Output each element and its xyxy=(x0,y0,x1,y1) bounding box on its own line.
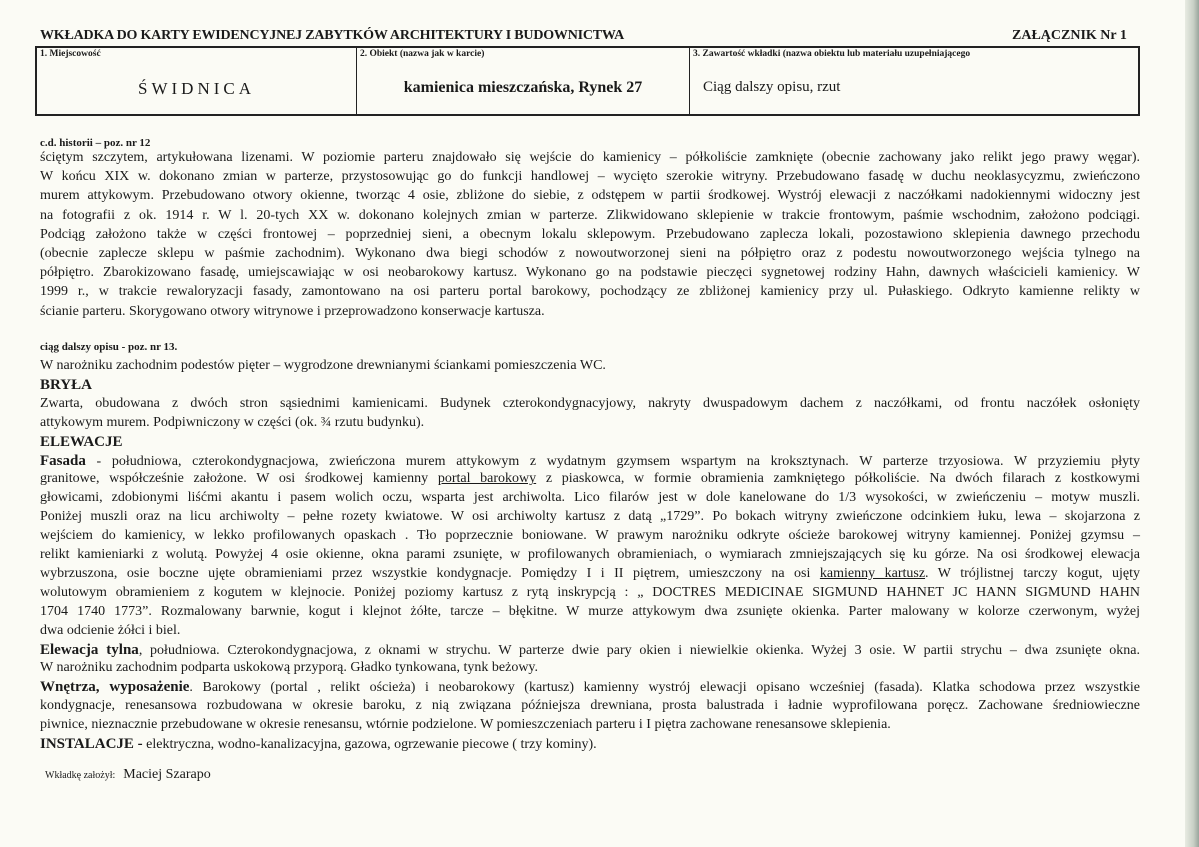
text-line xyxy=(40,303,1140,321)
text-run: wybrzuszona, osie boczne ujęte obramieniami przez wszystkie kondygnacje. Pomiędzy I i II piętrem, umieszczony na osi xyxy=(40,565,820,581)
bold-term: Elewacja tylna xyxy=(40,641,139,658)
text-run: Zwarta, obudowana z dwóch stron sąsiednimi kamienicami. Budynek czterokondygnacyjowy, nakryty dwuspadowym dachem z naczółkami, od frontu naczółek osłonięty xyxy=(40,395,1140,411)
field-value: kamienica mieszczańska, Rynek 27 xyxy=(403,79,643,96)
text-run: dwa odcienie żółci i biel. xyxy=(40,622,181,638)
text-line xyxy=(40,207,1140,225)
text-run: , południowa. Czterokondygnacjowa, z oknami w strychu. W parterze dwie pary okien i niewielkie okienka. Wyżej 3 osie. W partii strychu – dwa zsunięte okna. xyxy=(138,642,1140,658)
text-run: wolutowym obramieniem z kogutem w klejnocie. Poniżej poziomy kartusz z rytą inskrypcją : „ DOCTRES MEDICINAE SIGMUND HAHNET JC HANN SIGMUND HAHN xyxy=(40,584,1140,600)
field-value: Ciąg dalszy opisu, rzut xyxy=(703,79,841,95)
bold-term: Fasada xyxy=(40,452,86,469)
text-run: ściętym szczytem, artykułowana lizenami. W poziomie parteru znajdowało się wejście do kamienicy – półkoliście zamknięte (obecnie zachowany jako relikt jego prawy węgar). xyxy=(40,150,1140,165)
text-run: ścianie parteru. Skorygowano otwory witrynowe i przeprowadzono konserwacje kartusza. xyxy=(40,303,545,319)
text-run: wejściem do kamienicy, w lekko profilowanych opaskach . Tło poprzecznie boniowane. W prawym narożniku odkryte ościeże barokowej witryny kamiennej. Poniżej gzymsu – xyxy=(40,528,1140,544)
field-locality xyxy=(37,48,357,114)
field-label: 3. Zawartość wkładki (nazwa obiektu lub materiału uzupełniającego xyxy=(693,49,971,59)
field-label: 2. Obiekt (nazwa jak w karcie) xyxy=(360,49,485,59)
text-line xyxy=(40,508,1140,526)
text-run: piwnice, nieznacznie przebudowane w okresie renesansu, wtórnie podzielone. W pomieszczeniach parteru i I piętra zachowane renesansowe sklepienia. xyxy=(40,717,891,733)
text-run: attykowym murem. Podpiwniczony w części (ok. ¾ rzutu budynku). xyxy=(40,414,425,430)
text-run: murem attykowym. Przebudowano otwory okienne, tworząc 4 osie, zbliżone do siebie, z odstępem w partii środkowej. Wystrój elewacji z naczółkami nadokiennymi widoczny jest xyxy=(40,188,1140,204)
text-run: Poniżej muszli oraz na licu archiwolty – pełne rozety kwiatowe. W osi archiwolty kartusz z datą „1729”. Po bokach witryny zwieńczone odcinkiem łuku, lewa – skojarzona z xyxy=(40,509,1140,525)
text-line xyxy=(40,678,1140,697)
text-run: głowicami, zdobionymi liśćmi akantu i pasem wolich oczu, wsparta jest archiwolta. Lico filarów jest w dole kanelowane do 1/3 wysokości, w zwieńczeniu – motyw muszli. xyxy=(40,490,1140,506)
field-label: 1. Miejscowość xyxy=(40,49,101,59)
text-line xyxy=(40,264,1140,282)
text-run: 1999 r., w trakcie rewaloryzacji fasady, zamontowano na osi parteru portal barokowy, pochodzący ze zbliżonej kamienicy przy ul. Pułaskiego. Odkryto kamienne relikty w xyxy=(40,284,1140,300)
text-line xyxy=(40,414,1140,432)
document-title: WKŁADKA DO KARTY EWIDENCYJNEJ ZABYTKÓW ARCHITEKTURY I BUDOWNICTWA xyxy=(40,28,625,43)
scan-edge xyxy=(1185,0,1199,847)
section-heading-history: c.d. historii – poz. nr 12 xyxy=(40,137,151,149)
text-line xyxy=(40,584,1140,602)
text-run: granitowe, współcześnie założone. W osi środkowej kamienny xyxy=(40,471,438,487)
header-fields-box xyxy=(35,46,1140,116)
bold-term: INSTALACJE - xyxy=(40,736,143,752)
text-line xyxy=(40,470,1140,488)
text-run: ELEWACJE xyxy=(40,433,123,450)
text-line xyxy=(40,245,1140,263)
author-label: Wkładkę założył: xyxy=(45,770,116,781)
text-line xyxy=(40,357,1140,375)
bold-term: Wnętrza, wyposażenie xyxy=(40,679,190,696)
annex-number: ZAŁĄCZNIK Nr 1 xyxy=(1012,28,1127,43)
text-run: 1704 1740 1773”. Rozmalowany barwnie, kogut i klejnot żółte, tarcze – błękitne. W murze attykowym dwa zsunięte okienka. Parter malowany w kolorze czerwonym, wyżej xyxy=(40,603,1140,619)
text-line xyxy=(40,452,1140,471)
text-run: W narożniku zachodnim podestów pięter – wygrodzone drewnianymi ściankami pomieszczenia WC. xyxy=(40,358,606,373)
section-subheading xyxy=(40,376,1140,394)
field-contents xyxy=(690,48,1138,114)
text-run: W narożniku zachodnim podparta uskokową przyporą. Gładko tynkowana, tynk beżowy. xyxy=(40,660,539,676)
text-run: na fotografii z ok. 1914 r. W l. 20-tych XX w. dokonano kolejnych zmian w parterze. Zlikwidowano sklepienie w trakcie frontowym, paśmie wschodnim, założono podciągi. xyxy=(40,207,1140,223)
text-line xyxy=(40,187,1140,205)
underlined-term: kamienny kartusz xyxy=(819,565,926,581)
text-line xyxy=(40,149,1140,167)
section-subheading xyxy=(40,433,1140,451)
text-run: Podciąg założono także w części frontowej – poprzedniej sieni, a obecnym lokalu sklepowym. Przebudowano zaplecza lokali, pozostawiono sklepienia dawnego przechodu xyxy=(40,226,1140,242)
text-run: elektryczna, wodno-kanalizacyjna, gazowa, ogrzewanie piecowe ( trzy kominy). xyxy=(142,737,597,752)
text-line xyxy=(40,395,1140,413)
text-line xyxy=(40,527,1140,545)
text-run: W końcu XIX w. dokonano zmian w parterze, przystosowując go do funkcji handlowej – wycięto szerokie witryny. Przebudowano fasadę w duchu neoklasycyzmu, zwieńczono xyxy=(40,169,1140,185)
text-run: relikt kamieniarki z wolutą. Powyżej 4 osie okienne, okna parami zsunięte, w profilowanych obramieniach, o wymiarach zmniejszających się ku górze. Na osi środkowej elewacja xyxy=(40,547,1140,562)
author-name: Maciej Szarapo xyxy=(123,767,211,782)
text-run: z piaskowca, w formie obramienia zamkniętego półkoliście. Na dwóch filarach z kostkowymi xyxy=(536,471,1140,487)
text-line xyxy=(40,565,1140,583)
text-line xyxy=(40,226,1140,244)
text-line xyxy=(40,283,1140,301)
text-line xyxy=(40,697,1140,715)
author-line xyxy=(45,765,211,783)
text-run: BRYŁA xyxy=(40,376,92,393)
text-run: . W trójlistnej tarczy kogut, ujęty xyxy=(925,565,1140,581)
text-line xyxy=(40,641,1140,660)
text-line xyxy=(40,168,1140,186)
text-line xyxy=(40,716,1140,734)
text-line xyxy=(40,603,1140,621)
text-run: półpiętro. Zbarokizowano fasadę, umiejscawiając w osi neobarokowy kartusz. Wykonano go na podstawie pieczęci sygnetowej rodziny Hahn, dawnych właścicieli kamienicy. W xyxy=(40,265,1140,281)
text-line xyxy=(40,659,1140,677)
text-run: . Barokowy (portal , relikt ościeża) i neobarokowy (kartusz) kamienny wystrój elewacji opisano wcześniej (fasada). Klatka schodowa przez wszystkie xyxy=(189,680,1140,696)
section-heading-description: ciąg dalszy opisu - poz. nr 13. xyxy=(40,341,178,353)
field-value: ŚWIDNICA xyxy=(138,79,255,98)
text-line xyxy=(40,735,1140,754)
text-line xyxy=(40,622,1140,640)
underlined-term: portal barokowy xyxy=(437,471,537,487)
text-run: kondygnacje, renesansowa rozbudowana w okresie baroku, z nią związana późniejsza drewniana, prosta balustrada i ładnie wyprofilowana poręcz. Zachowane średniowieczne xyxy=(40,698,1140,714)
text-line xyxy=(40,546,1140,564)
text-run: (obecnie zaplecze sklepu w paśmie zachodnim). Wykonano dwa biegi schodów z nowoutworzonej sieni na półpiętro oraz z podestu nowoutworzonego wejścia tylnego na xyxy=(40,246,1140,261)
field-object xyxy=(357,48,690,114)
text-line xyxy=(40,489,1140,507)
text-run: - południowa, czterokondygnacjowa, zwieńczona murem attykowym z wydatnym gzymsem wspartym na kroksztynach. W parterze trzyosiowa. W przyziemiu płyty xyxy=(85,453,1140,469)
